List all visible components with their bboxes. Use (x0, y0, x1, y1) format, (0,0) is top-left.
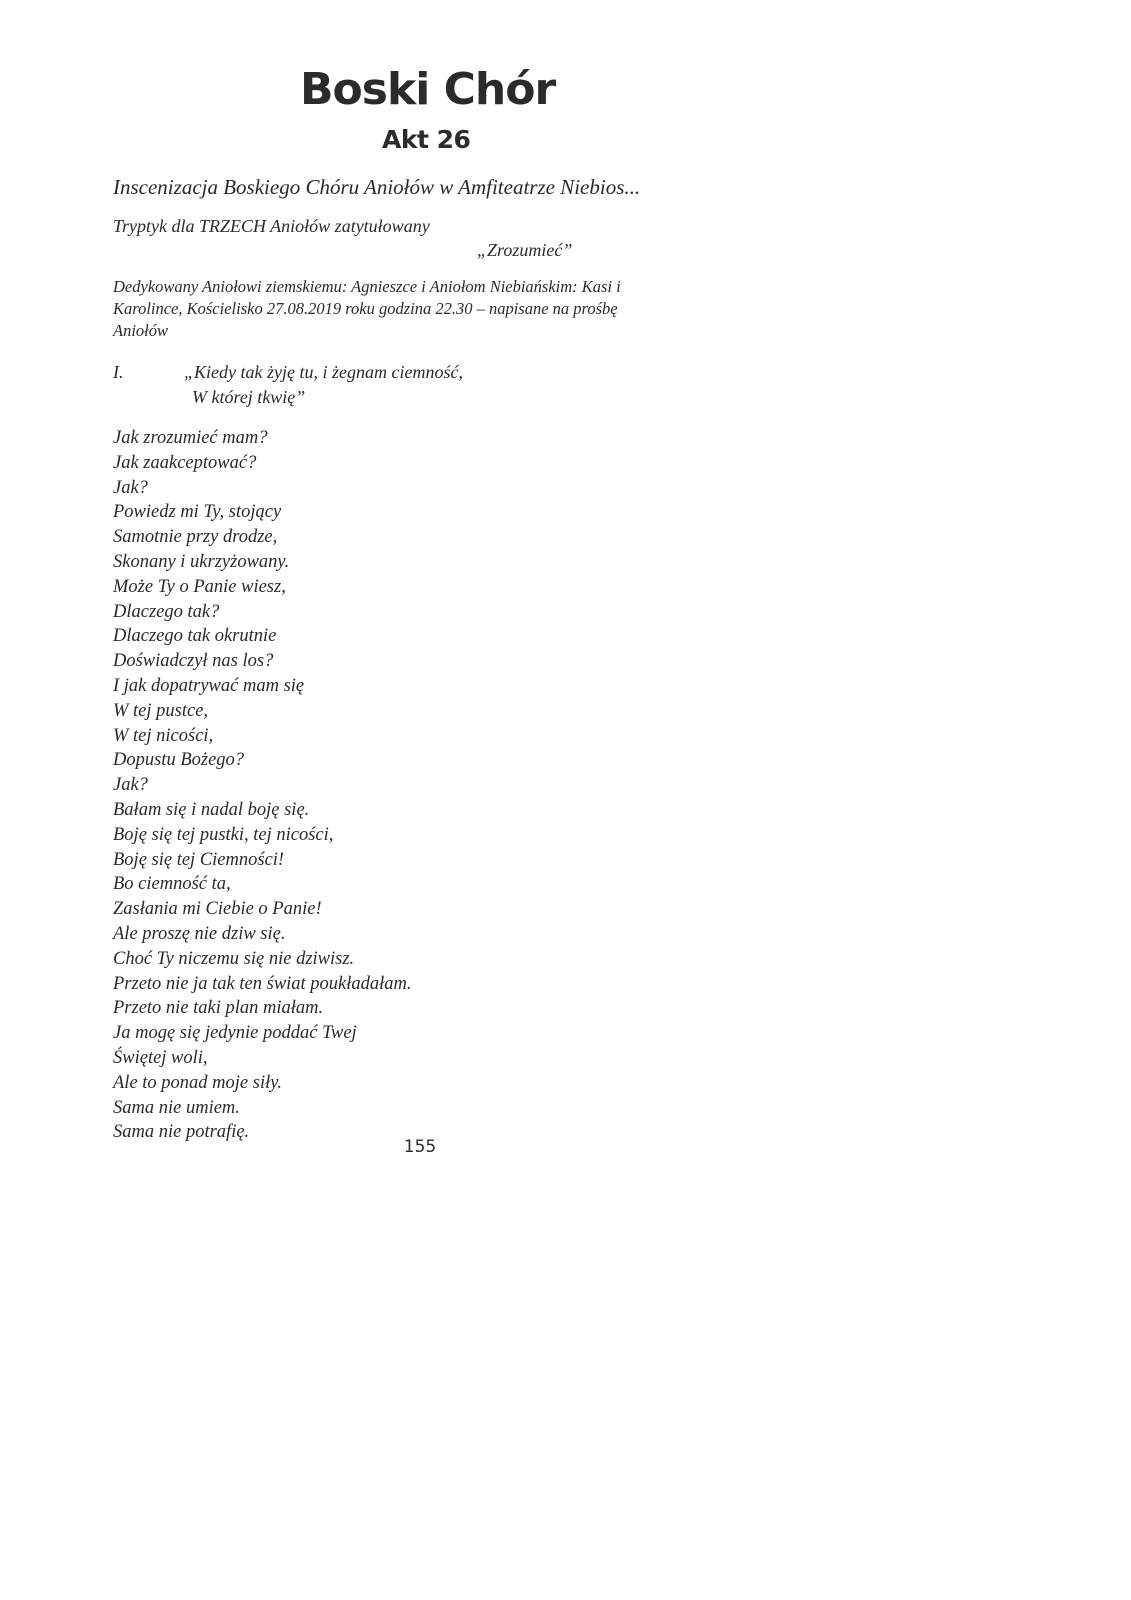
poem-line: Skonany i ukrzyżowany. (113, 551, 290, 572)
poem-line: Przeto nie taki plan miałam. (113, 998, 324, 1019)
poem-line: Dopustu Bożego? (113, 750, 245, 771)
poem-line: Powiedz mi Ty, stojący (113, 502, 282, 523)
poem-line: Sama nie potrafię. (113, 1122, 250, 1143)
poem-line: Ale proszę nie dziw się. (113, 923, 286, 944)
page-subtitle: Akt 26 (382, 125, 471, 154)
poem-line: Boję się tej pustki, tej nicości, (113, 824, 334, 845)
poem (113, 426, 412, 1145)
poem-line: Doświadczył nas los? (113, 651, 274, 672)
dedication-line: Dedykowany Aniołowi ziemskiemu: Agnieszce i Aniołom Niebiańskim: Kasi i (113, 277, 621, 296)
poem-line: Bo ciemność ta, (113, 874, 231, 895)
section-number: I. (113, 362, 124, 382)
dedication-line: Aniołów (113, 321, 169, 340)
poem-line: Świętej woli, (113, 1047, 208, 1068)
intro-line: Inscenizacja Boskiego Chóru Aniołów w Amfiteatrze Niebios... (113, 175, 641, 199)
poem-line: Jak? (113, 775, 148, 796)
poem-line: I jak dopatrywać mam się (113, 675, 305, 696)
tryptyk-title: „Zrozumieć” (477, 240, 573, 260)
poem-line: Jak zrozumieć mam? (113, 428, 268, 448)
poem-line: W tej pustce, (113, 700, 209, 721)
poem-line: Jak zaakceptować? (113, 452, 257, 473)
dedication (113, 276, 753, 342)
poem-line: Bałam się i nadal boję się. (113, 799, 310, 820)
poem-line: Ja mogę się jedynie poddać Twej (113, 1023, 357, 1044)
page-title: Boski Chór (300, 64, 556, 115)
section-quote-line: W której tkwię” (192, 387, 306, 407)
poem-line: Samotnie przy drodze, (113, 527, 278, 548)
tryptyk-line: Tryptyk dla TRZECH Aniołów zatytułowany (113, 216, 430, 236)
poem-line: Może Ty o Panie wiesz, (113, 576, 286, 597)
section-quote-line: „Kiedy tak żyję tu, i żegnam ciemność, (184, 362, 463, 382)
poem-line: W tej nicości, (113, 725, 214, 746)
poem-line: Choć Ty niczemu się nie dziwisz. (113, 948, 355, 969)
poem-line: Ale to ponad moje siły. (113, 1072, 283, 1093)
dedication-line: Karolince, Kościelisko 27.08.2019 roku godzina 22.30 – napisane na prośbę (113, 299, 618, 318)
poem-line: Dlaczego tak? (113, 601, 220, 622)
poem-line: Sama nie umiem. (113, 1097, 240, 1118)
poem-line: Zasłania mi Ciebie o Panie! (113, 899, 322, 920)
poem-line: Boję się tej Ciemności! (113, 849, 285, 870)
poem-line: Jak? (113, 477, 148, 498)
poem-line: Przeto nie ja tak ten świat poukładałam. (113, 973, 412, 994)
page-number: 155 (403, 1137, 437, 1157)
poem-line: Dlaczego tak okrutnie (113, 626, 277, 647)
